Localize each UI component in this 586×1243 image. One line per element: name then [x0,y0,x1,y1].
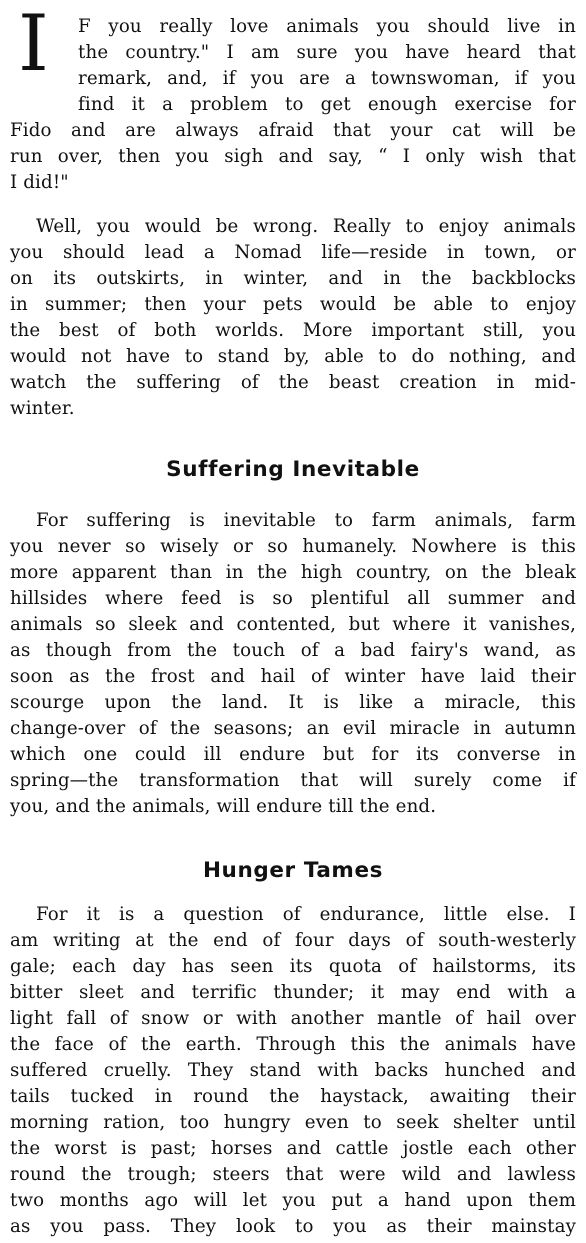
paragraph-1-line: the country." I am sure you have heard that [78,42,576,63]
paragraph-4-line: two months ago will let you put a hand upon them [10,1190,576,1211]
paragraph-4-line: morning ration, too hungry even to seek shelter until [10,1112,576,1133]
paragraph-3-line: which one could ill endure but for its converse in [10,744,576,765]
paragraph-1-line: Fido and are always afraid that your cat will be [10,120,576,141]
paragraph-3-line: animals so sleek and contented, but where it vanishes, [10,614,576,635]
paragraph-4-line: round the trough; steers that were wild and lawless [10,1164,576,1185]
paragraph-4-line: the worst is past; horses and cattle jostle each other [10,1138,576,1159]
paragraph-2-line: you should lead a Nomad life—reside in town, or [10,242,576,263]
paragraph-2-line: on its outskirts, in winter, and in the backblocks [10,268,576,289]
paragraph-4-line: the face of the earth. Through this the animals have [10,1034,576,1055]
paragraph-3-line: For suffering is inevitable to farm animals, farm [36,510,576,531]
paragraph-3-line: as though from the touch of a bad fairy's wand, as [10,640,576,661]
paragraph-2-line: in summer; then your pets would be able to enjoy [10,294,576,315]
paragraph-2-line: winter. [10,398,75,419]
section-heading: Hunger Tames [202,858,384,883]
paragraph-1-line: remark, and, if you are a townswoman, if you [78,68,576,89]
paragraph-1-line: find it a problem to get enough exercise for [78,94,576,115]
paragraph-3-line: change-over of the seasons; an evil miracle in autumn [10,718,576,739]
paragraph-4-line: tails tucked in round the haystack, awaiting their [10,1086,576,1107]
section-heading: Suffering Inevitable [166,457,420,482]
paragraph-2-line: would not have to stand by, able to do nothing, and [10,346,576,367]
paragraph-4-line: as you pass. They look to you as their mainstay [10,1216,576,1237]
paragraph-1-line: I did!" [10,172,69,193]
drop-cap: I [18,0,49,89]
paragraph-1-line: F you really love animals you should live in [78,16,576,37]
paragraph-4-line: For it is a question of endurance, little else. I [36,904,576,925]
paragraph-2-line: Well, you would be wrong. Really to enjoy animals [36,216,576,237]
paragraph-4-line: gale; each day has seen its quota of hailstorms, its [10,956,576,977]
paragraph-4-line: am writing at the end of four days of south-westerly [10,930,576,951]
paragraph-1-line: run over, then you sigh and say, “ I only wish that [10,146,576,167]
paragraph-3-line: spring—the transformation that will surely come if [10,770,576,791]
paragraph-3-line: scourge upon the land. It is like a miracle, this [10,692,576,713]
paragraph-3-line: hillsides where feed is so plentiful all summer and [10,588,576,609]
paragraph-4-line: suffered cruelly. They stand with backs hunched and [10,1060,576,1081]
paragraph-2-line: the best of both worlds. More important still, you [10,320,576,341]
paragraph-4-line: light fall of snow or with another mantle of hail over [10,1008,576,1029]
paragraph-3-line: you never so wisely or so humanely. Nowhere is this [10,536,576,557]
paragraph-3-line: more apparent than in the high country, on the bleak [10,562,576,583]
paragraph-4-line: bitter sleet and terrific thunder; it may end with a [10,982,576,1003]
paragraph-3-line: you, and the animals, will endure till the end. [10,796,437,817]
paragraph-2-line: watch the suffering of the beast creation in mid- [10,372,576,393]
paragraph-3-line: soon as the frost and hail of winter have laid their [10,666,576,687]
